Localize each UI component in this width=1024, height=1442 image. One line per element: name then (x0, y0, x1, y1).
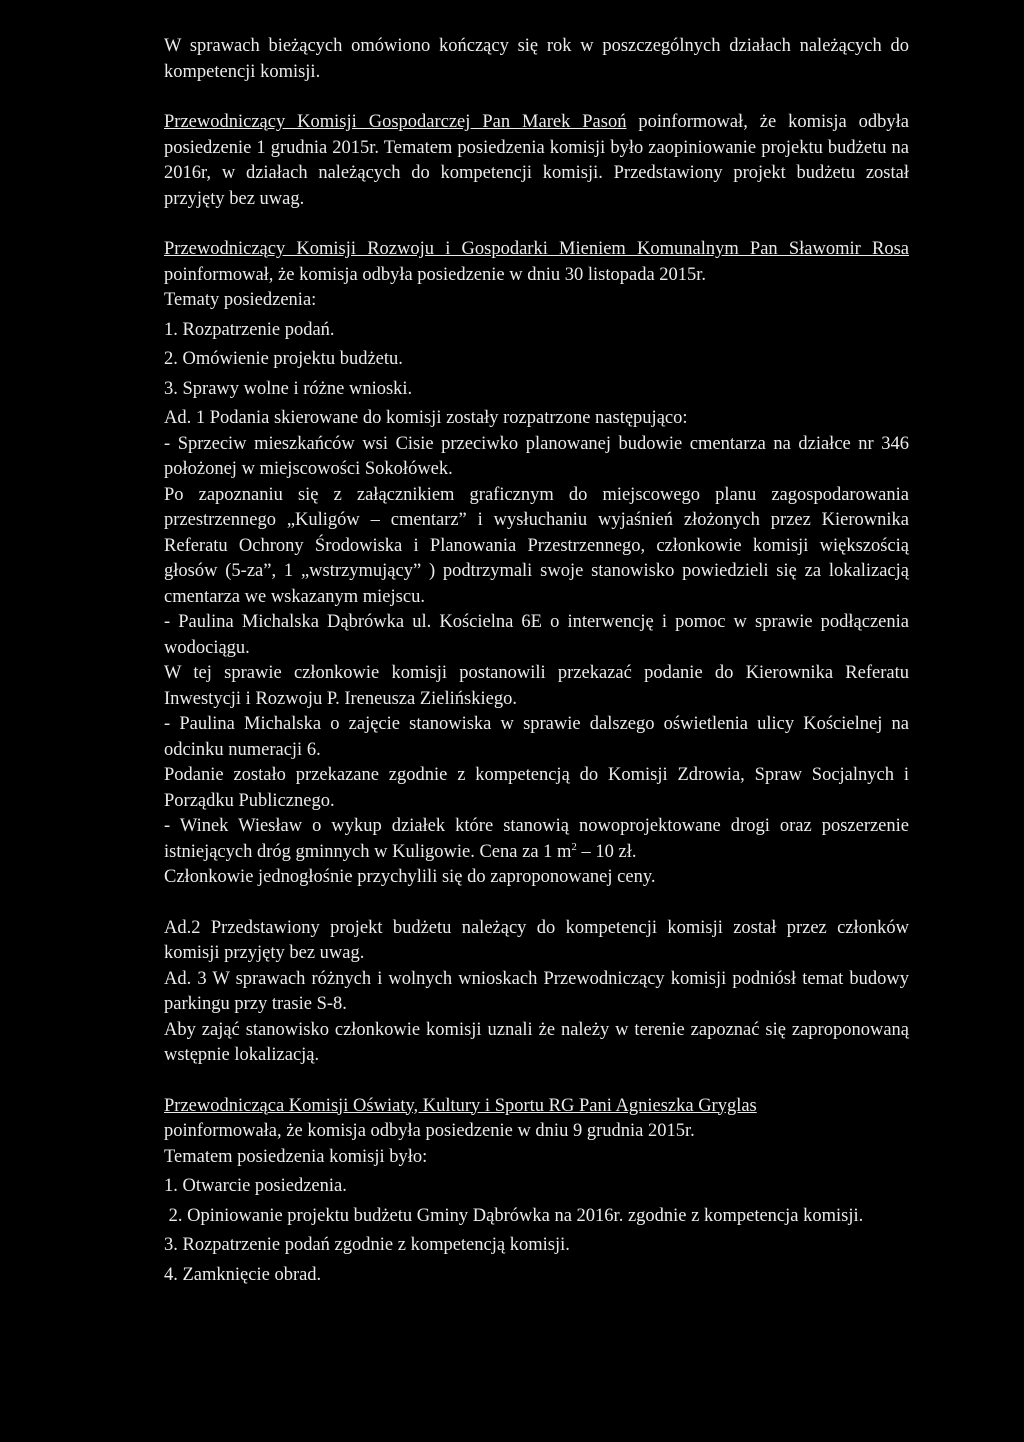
ad3-note: Aby zająć stanowisko członkowie komisji uznali że należy w terenie zapoznać się zaproponowaną wstępnie lokalizacją. (164, 1019, 909, 1065)
section-text: poinformował, że komisja odbyła posiedzenie 1 grudnia 2015r. Tematem posiedzenia komisji było zaopiniowanie projektu budżetu na 2016r, w działach należących do kompetencji komisji. Przedstawiony projekt budżetu został przyjęty bez uwag. (164, 112, 909, 209)
topic-item: 3. Rozpatrzenie podań zgodnie z kompetencją komisji. (164, 1235, 570, 1255)
section-economic-committee (164, 110, 909, 212)
superscript: 2 (571, 840, 577, 853)
section-text: poinformował, że komisja odbyła posiedzenie w dniu 30 listopada 2015r. (164, 264, 707, 285)
topics-label: Tematy posiedzenia: (164, 290, 317, 310)
petition-item: - Paulina Michalska Dąbrówka ul. Kościelna 6E o interwencję i pomoc w sprawie podłączenia wodociągu. (164, 612, 909, 658)
petition-text-end: – 10 zł. (576, 841, 637, 862)
ad3-paragraph: Ad. 3 W sprawach różnych i wolnych wnioskach Przewodniczący komisji podniósł temat budowy parkingu przy trasie S-8. (164, 968, 909, 1014)
document-page (164, 34, 909, 1288)
topic-item: 2. Opiniowanie projektu budżetu Gminy Dąbrówka na 2016r. zgodnie z kompetencja komisji. (164, 1205, 864, 1226)
petition-item: - Sprzeciw mieszkańców wsi Cisie przeciwko planowanej budowie cmentarza na działce nr 346 położonej w miejscowości Sokołówek. (164, 433, 909, 479)
petition-item: - Paulina Michalska o zajęcie stanowiska w sprawie dalszego oświetlenia ulicy Kościelnej na odcinku numeracji 6. (164, 714, 909, 760)
section-education-committee (164, 1094, 909, 1120)
section-heading: Przewodniczący Komisji Rozwoju i Gospodarki Mieniem Komunalnym Pan Sławomir Rosa (164, 239, 909, 259)
topic-item: 4. Zamknięcie obrad. (164, 1264, 322, 1285)
topic-item: 2. Omówienie projektu budżetu. (164, 349, 403, 369)
topics-label: Tematem posiedzenia komisji było: (164, 1146, 428, 1167)
ad2-paragraph: Ad.2 Przedstawiony projekt budżetu należący do kompetencji komisji został przez członków komisji przyjęty bez uwag. (164, 917, 909, 963)
ad1-intro: Ad. 1 Podania skierowane do komisji zostały rozpatrzone następująco: (164, 408, 688, 428)
petition-note: Członkowie jednogłośnie przychylili się do zaproponowanej ceny. (164, 867, 656, 887)
section-development-committee (164, 237, 909, 288)
section-heading: Przewodniczący Komisji Gospodarczej Pan Marek Pasoń (164, 112, 627, 132)
petition-item (164, 814, 909, 865)
intro-paragraph: W sprawach bieżących omówiono kończący się rok w poszczególnych działach należących do kompetencji komisji. (164, 36, 909, 82)
section-text: poinformowała, że komisja odbyła posiedzenie w dniu 9 grudnia 2015r. (164, 1121, 695, 1141)
topic-item: 3. Sprawy wolne i różne wnioski. (164, 378, 413, 399)
petition-text: - Winek Wiesław o wykup działek które stanowią nowoprojektowane drogi oraz poszerzenie istniejących dróg gminnych w Kuligowie. Cena za 1 m (164, 816, 909, 862)
petition-note: Podanie zostało przekazane zgodnie z kompetencją do Komisji Zdrowia, Spraw Socjalnych i Porządku Publicznego. (164, 765, 909, 811)
topic-item: 1. Rozpatrzenie podań. (164, 319, 335, 340)
topic-item: 1. Otwarcie posiedzenia. (164, 1176, 347, 1196)
petition-note: Po zapoznaniu się z załącznikiem graficznym do miejscowego planu zagospodarowania przestrzennego „Kuligów – cmentarz” i wysłuchaniu wyjaśnień złożonych przez Kierownika Referatu Ochrony Środowiska i Planowania Przestrzennego, członkowie komisji większością głosów (5-za”, 1 „wstrzymujący” ) podtrzymali swoje stanowisko powiedzieli się za lokalizacją cmentarza we wskazanym miejscu. (164, 484, 909, 607)
petition-note: W tej sprawie członkowie komisji postanowili przekazać podanie do Kierownika Referatu Inwestycji i Rozwoju P. Ireneusza Zielińskiego. (164, 663, 909, 709)
section-heading: Przewodnicząca Komisji Oświaty, Kultury i Sportu RG Pani Agnieszka Gryglas (164, 1095, 757, 1116)
